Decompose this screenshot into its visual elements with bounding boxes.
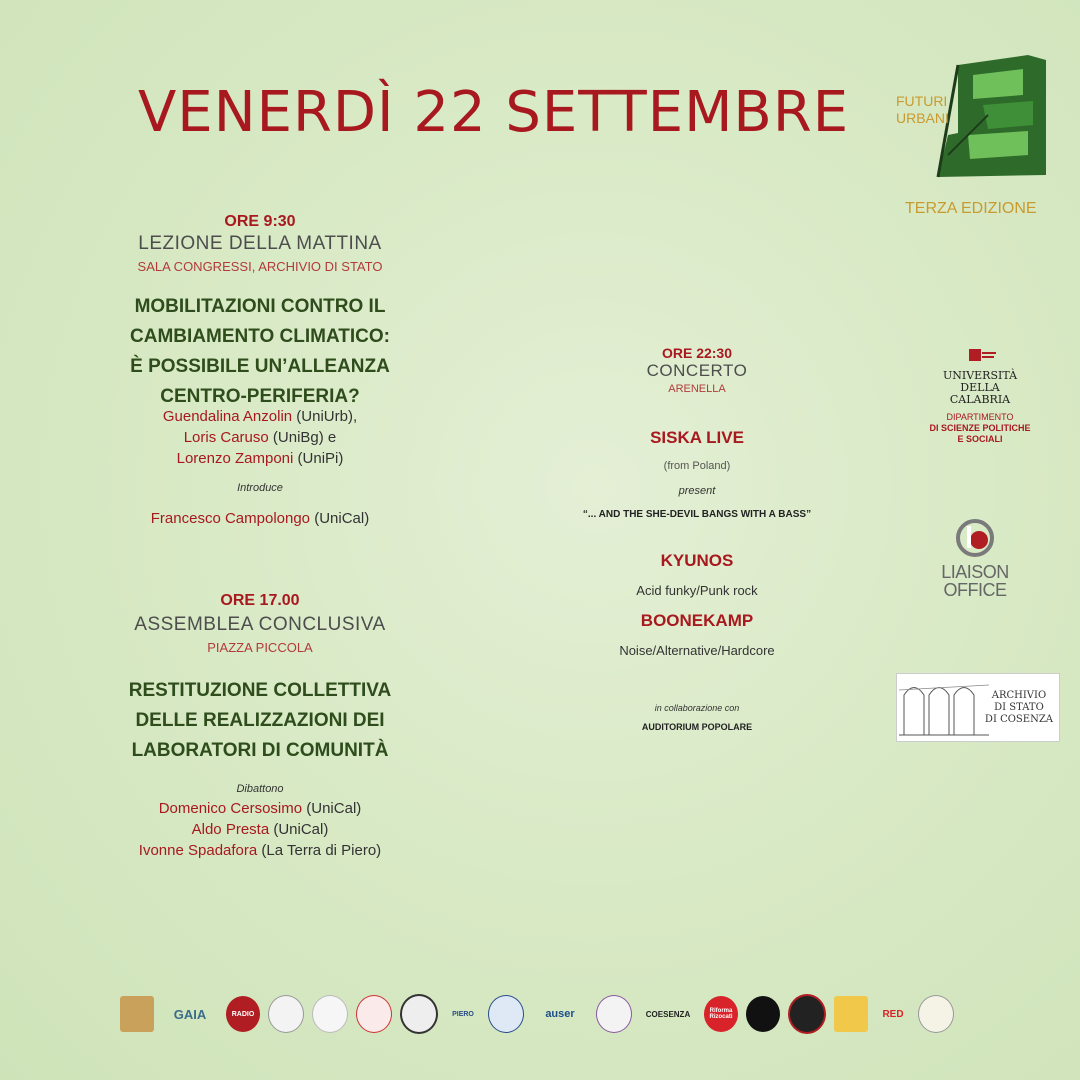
sponsor-logo bbox=[312, 995, 348, 1033]
act-kyunos: KYUNOS bbox=[660, 551, 734, 570]
speaker bbox=[90, 798, 430, 819]
speaker bbox=[90, 448, 430, 469]
sponsor-logos-row bbox=[120, 992, 950, 1036]
sponsor-logo bbox=[834, 996, 868, 1032]
speaker bbox=[90, 406, 430, 427]
headline-line: RESTITUZIONE COLLETTIVA bbox=[128, 680, 392, 701]
morning-section bbox=[110, 213, 410, 274]
liaison-emblem-icon bbox=[955, 518, 995, 558]
speaker-aff: (UniBg) e bbox=[268, 429, 337, 446]
evening-section bbox=[547, 345, 847, 395]
futuri-urbani-logo bbox=[896, 55, 1048, 180]
sponsor-logo bbox=[120, 996, 154, 1032]
act-origin: (from Poland) bbox=[663, 460, 731, 472]
collab-label: in collaborazione con bbox=[654, 703, 740, 713]
speaker bbox=[90, 819, 430, 840]
introducer-aff: (UniCal) bbox=[310, 510, 370, 527]
morning-session: LEZIONE DELLA MATTINA bbox=[138, 233, 382, 254]
act-kyunos-genre: Acid funky/Punk rock bbox=[636, 583, 758, 598]
sponsor-logo: RADIO bbox=[226, 996, 260, 1032]
afternoon-section bbox=[110, 592, 410, 655]
archivio-line3: DI COSENZA bbox=[984, 714, 1053, 725]
unical-dept-line1: DIPARTIMENTO bbox=[946, 412, 1014, 422]
collab-name: AUDITORIUM POPOLARE bbox=[641, 722, 753, 732]
speaker bbox=[90, 427, 430, 448]
liaison-line2: OFFICE bbox=[943, 580, 1007, 600]
headline-line: MOBILITAZIONI CONTRO IL bbox=[134, 296, 386, 317]
sponsor-logo bbox=[488, 995, 524, 1033]
unical-name-line1: UNIVERSITÀ DELLA bbox=[942, 369, 1018, 394]
liaison-office-logo bbox=[930, 518, 1020, 599]
sponsor-logo bbox=[268, 995, 304, 1033]
page-title: VENERDÌ 22 SETTEMBRE bbox=[138, 80, 850, 145]
sponsor-logo: GAIA bbox=[173, 1006, 207, 1022]
speaker-aff: (La Terra di Piero) bbox=[257, 842, 382, 859]
headline-line: LABORATORI DI COMUNITÀ bbox=[131, 740, 389, 761]
sponsor-logo: PIERO bbox=[452, 1010, 474, 1018]
introduce-label: Introduce bbox=[237, 482, 283, 494]
sponsor-logo bbox=[356, 995, 392, 1033]
speaker-name: Loris Caruso bbox=[183, 429, 269, 446]
morning-speakers bbox=[90, 406, 430, 469]
introducer-name: Francesco Campolongo bbox=[150, 510, 311, 527]
cloister-sketch-icon bbox=[899, 675, 991, 740]
evening-place: ARENELLA bbox=[668, 383, 726, 395]
headline-line: CAMBIAMENTO CLIMATICO: bbox=[130, 326, 390, 347]
speaker-name: Guendalina Anzolin bbox=[162, 408, 293, 425]
afternoon-headline bbox=[90, 676, 430, 766]
afternoon-speakers bbox=[90, 798, 430, 861]
afternoon-place: PIAZZA PICCOLA bbox=[207, 640, 313, 655]
speaker-name: Aldo Presta bbox=[191, 821, 270, 838]
speaker-aff: (UniUrb), bbox=[292, 408, 358, 425]
unical-dept-line2: DI SCIENZE POLITICHE bbox=[929, 423, 1031, 433]
evening-session: CONCERTO bbox=[646, 361, 748, 380]
act-siska: SISKA LIVE bbox=[650, 428, 744, 447]
introducer bbox=[90, 508, 430, 529]
afternoon-session: ASSEMBLEA CONCLUSIVA bbox=[134, 614, 386, 635]
speaker-name: Lorenzo Zamponi bbox=[176, 450, 294, 467]
headline-line: CENTRO-PERIFERIA? bbox=[160, 386, 360, 407]
archivio-stato-logo bbox=[896, 673, 1060, 742]
act-show-title: “... AND THE SHE-DEVIL BANGS WITH A BASS” bbox=[582, 509, 812, 520]
speaker-name: Domenico Cersosimo bbox=[158, 800, 303, 817]
edition-label: TERZA EDIZIONE bbox=[905, 200, 1037, 217]
afternoon-time: ORE 17.00 bbox=[220, 592, 300, 609]
brand-line2: URBANI bbox=[896, 110, 949, 126]
morning-headline bbox=[90, 292, 430, 412]
unical-logo bbox=[925, 347, 1035, 445]
sponsor-logo: auser bbox=[545, 1008, 575, 1020]
headline-line: DELLE REALIZZAZIONI DEI bbox=[135, 710, 385, 731]
unical-emblem-icon bbox=[925, 347, 1035, 365]
brand-line1: FUTURI bbox=[896, 93, 948, 109]
headline-line: È POSSIBILE UN’ALLEANZA bbox=[130, 356, 390, 377]
archivio-line2: DI STATO bbox=[994, 702, 1044, 713]
sponsor-logo bbox=[918, 995, 954, 1033]
evening-time: ORE 22:30 bbox=[661, 345, 733, 361]
speaker-aff: (UniPi) bbox=[293, 450, 344, 467]
debate-label: Dibattono bbox=[236, 783, 284, 795]
liaison-line1: LIAISON bbox=[941, 562, 1009, 582]
act-boonekamp: BOONEKAMP bbox=[640, 611, 754, 630]
sponsor-logo: COESENZA bbox=[645, 1009, 691, 1019]
act-boonekamp-genre: Noise/Alternative/Hardcore bbox=[619, 643, 775, 658]
sponsor-logo bbox=[746, 996, 780, 1032]
speaker-aff: (UniCal) bbox=[302, 800, 362, 817]
sponsor-logo: Riforma Rizocati bbox=[704, 996, 738, 1032]
unical-dept-line3: E SOCIALI bbox=[957, 434, 1003, 444]
speaker-aff: (UniCal) bbox=[269, 821, 329, 838]
sponsor-logo: RED bbox=[882, 1008, 904, 1020]
morning-place: SALA CONGRESSI, ARCHIVIO DI STATO bbox=[137, 259, 383, 274]
unical-name-line2: CALABRIA bbox=[949, 393, 1011, 406]
sponsor-logo bbox=[788, 994, 826, 1034]
morning-time: ORE 9:30 bbox=[224, 213, 296, 230]
archivio-line1: ARCHIVIO bbox=[991, 690, 1047, 701]
speaker-name: Ivonne Spadafora bbox=[138, 842, 258, 859]
act-present: present bbox=[678, 485, 716, 497]
speaker bbox=[90, 840, 430, 861]
sponsor-logo bbox=[596, 995, 632, 1033]
sponsor-logo bbox=[400, 994, 438, 1034]
